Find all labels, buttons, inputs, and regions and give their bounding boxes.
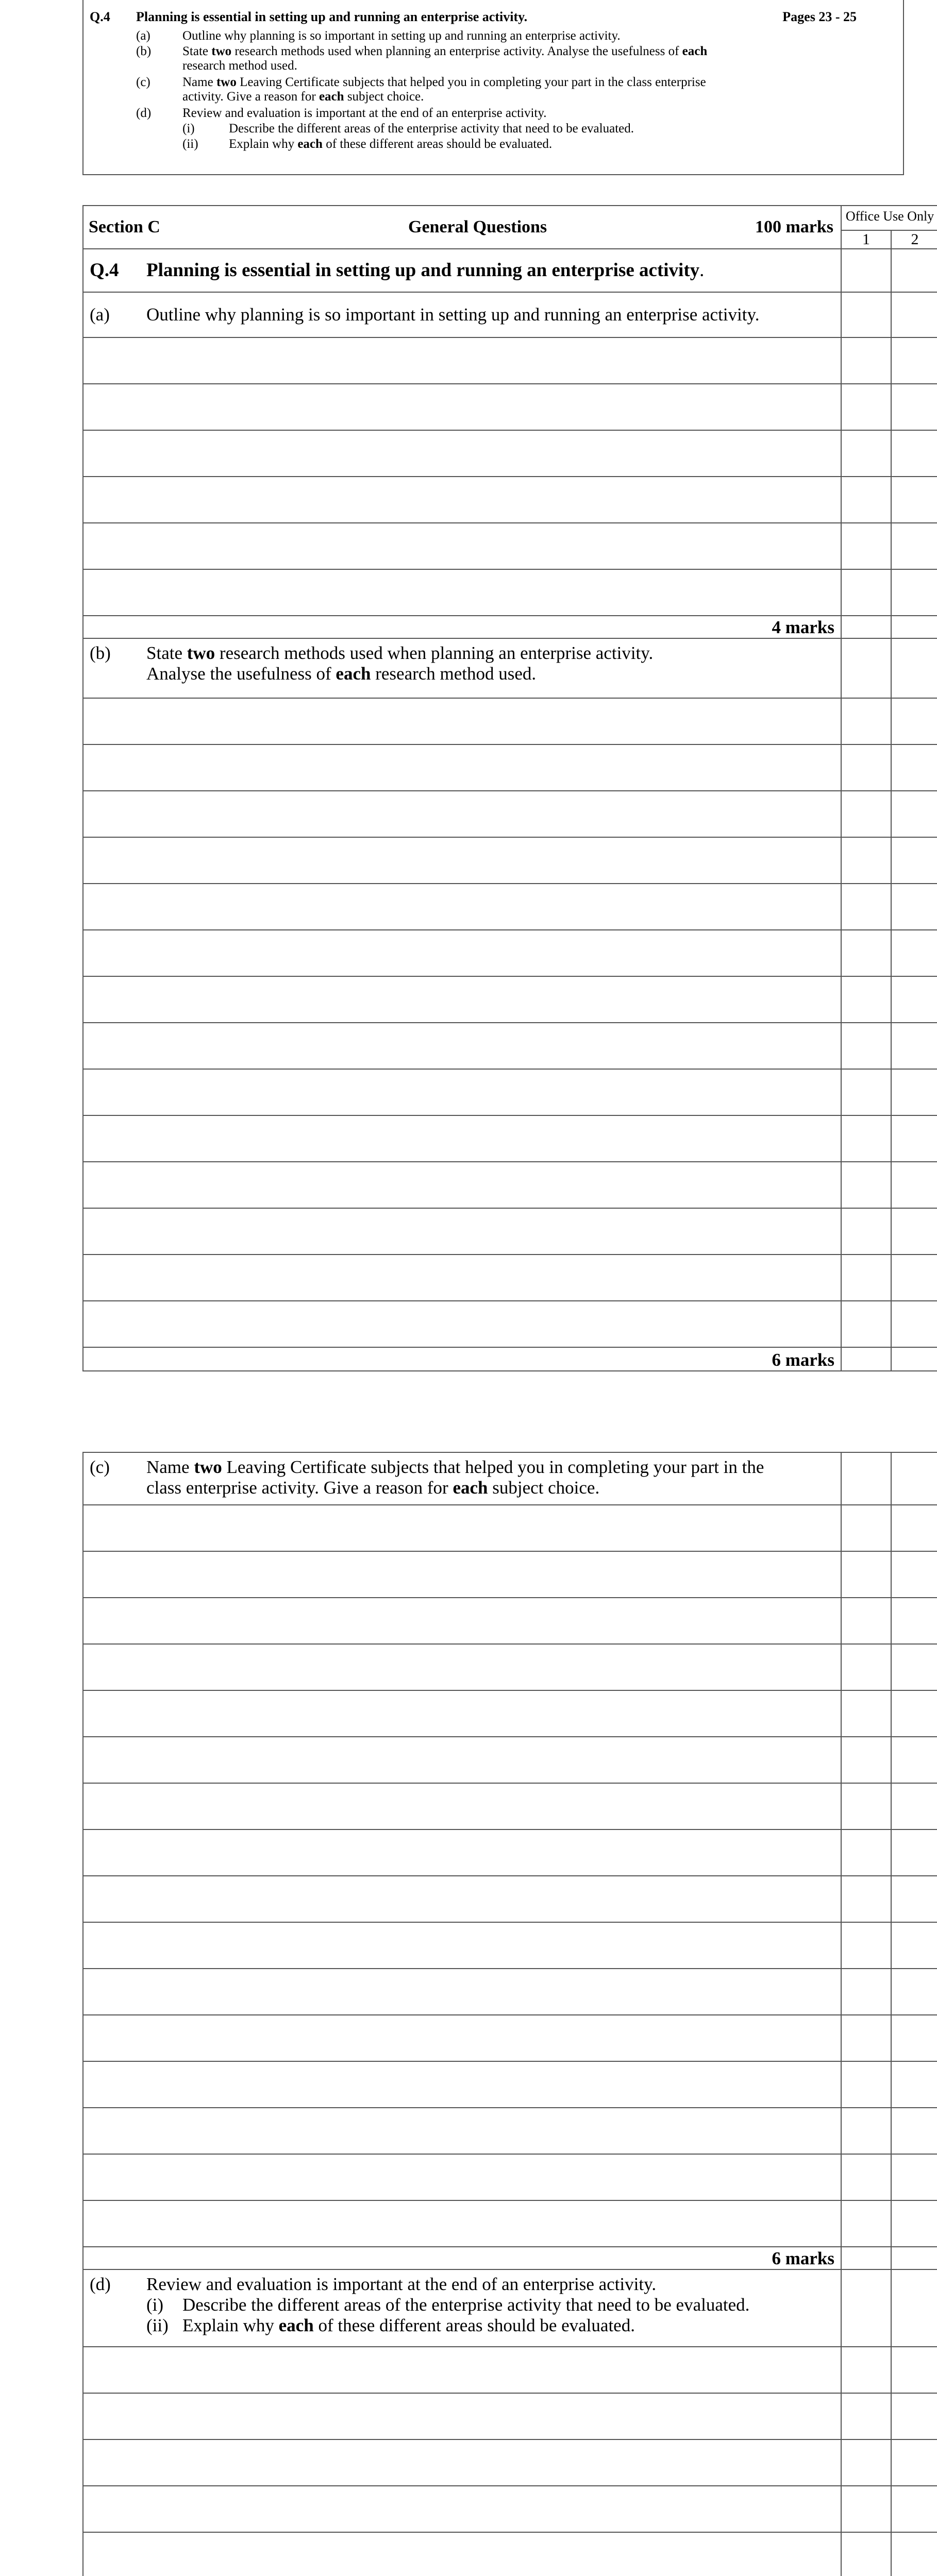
office-cell: [891, 1783, 937, 1829]
office-cell: [891, 2154, 937, 2200]
part-a-row: [83, 292, 937, 337]
answer-line-cell[interactable]: [83, 930, 841, 976]
office-cell: [841, 2061, 891, 2108]
summary-d-text: Review and evaluation is important at the end of an enterprise activity.: [182, 106, 547, 120]
summary-c-t1: Name: [182, 75, 213, 89]
summary-b-b2: each: [682, 44, 708, 58]
answer-line-cell[interactable]: [83, 1505, 841, 1551]
summary-b-t1: State: [182, 44, 208, 58]
office-cell: [841, 2015, 891, 2061]
answer-line-cell[interactable]: [83, 1115, 841, 1162]
answer-line[interactable]: [83, 1023, 937, 1069]
answer-table-page-1: [82, 205, 937, 1371]
part-di-text: Describe the different areas of the enterprise activity that need to be evaluated.: [182, 2295, 750, 2315]
answer-line[interactable]: [83, 2154, 937, 2200]
answer-line-cell[interactable]: [83, 2108, 841, 2154]
answer-line[interactable]: [83, 1162, 937, 1208]
office-cell: [891, 2015, 937, 2061]
answer-line-cell[interactable]: [83, 2393, 841, 2439]
summary-dii-b: each: [297, 137, 323, 151]
section-header-cell: [83, 206, 841, 249]
answer-line-cell[interactable]: [83, 1301, 841, 1347]
answer-line-cell[interactable]: [83, 744, 841, 791]
office-cell: [841, 1737, 891, 1783]
summary-part-b: [136, 44, 883, 73]
answer-line-cell[interactable]: [83, 1208, 841, 1255]
part-dii-b: each: [278, 2315, 314, 2335]
office-cell: [841, 638, 891, 698]
part-b-t1: State: [146, 643, 182, 663]
office-cell: [841, 2347, 891, 2393]
office-cell: [841, 884, 891, 930]
answer-line-cell[interactable]: [83, 477, 841, 523]
office-cell: [841, 430, 891, 477]
office-cell: [891, 2439, 937, 2486]
office-cell: [891, 292, 937, 337]
answer-line-cell[interactable]: [83, 837, 841, 884]
office-cell: [891, 477, 937, 523]
office-cell: [841, 2439, 891, 2486]
answer-line-cell[interactable]: [83, 569, 841, 616]
answer-line-cell[interactable]: [83, 1969, 841, 2015]
part-c-marks: 6 marks: [83, 2247, 841, 2269]
answer-line-cell[interactable]: [83, 384, 841, 430]
answer-line[interactable]: [83, 477, 937, 523]
office-cell: [891, 1255, 937, 1301]
answer-line[interactable]: [83, 1737, 937, 1783]
office-cell: [841, 1876, 891, 1922]
office-cell: [891, 2061, 937, 2108]
part-dii-t1: Explain why: [182, 2315, 274, 2335]
question-title-end: .: [699, 260, 705, 281]
answer-line-cell[interactable]: [83, 1876, 841, 1922]
office-cell: [891, 2108, 937, 2154]
office-cell: [891, 698, 937, 744]
summary-pages: Pages 23 - 25: [782, 9, 857, 24]
answer-line-cell[interactable]: [83, 2347, 841, 2393]
office-cell: [841, 2393, 891, 2439]
answer-line[interactable]: [83, 744, 937, 791]
office-cell: [841, 1598, 891, 1644]
answer-line-cell[interactable]: [83, 2015, 841, 2061]
office-cell: [891, 2393, 937, 2439]
summary-a-label: (a): [136, 29, 150, 43]
part-b-t2: research methods used when planning an enterprise activity.: [219, 643, 654, 663]
office-col-2: 2: [891, 230, 937, 249]
office-cell: [841, 1162, 891, 1208]
office-cell: [841, 791, 891, 837]
part-b-line2: [90, 664, 834, 684]
part-a-marks: 4 marks: [83, 616, 841, 638]
part-b-marks-row: [83, 1347, 937, 1371]
office-cell: [841, 1023, 891, 1069]
office-cell: [841, 1829, 891, 1876]
part-di: [90, 2295, 834, 2315]
answer-line[interactable]: [83, 2061, 937, 2108]
answer-line[interactable]: [83, 976, 937, 1023]
office-cell: [891, 976, 937, 1023]
answer-line-cell[interactable]: [83, 2200, 841, 2247]
answer-line[interactable]: [83, 837, 937, 884]
office-cell: [841, 569, 891, 616]
summary-b-t3: research method used.: [182, 59, 297, 73]
office-cell: [891, 1922, 937, 1969]
answer-line-cell[interactable]: [83, 430, 841, 477]
answer-line[interactable]: [83, 1551, 937, 1598]
office-cell: [891, 1551, 937, 1598]
summary-question-number: Q.4: [90, 9, 110, 24]
question-title-cell: [83, 249, 841, 292]
office-cell: [841, 2108, 891, 2154]
answer-line[interactable]: [83, 569, 937, 616]
summary-part-c: [136, 75, 883, 104]
summary-dii-t1: Explain why: [229, 137, 295, 151]
answer-line[interactable]: [83, 2393, 937, 2439]
answer-line[interactable]: [83, 884, 937, 930]
office-cell: [841, 1922, 891, 1969]
office-cell: [891, 249, 937, 292]
office-cell: [841, 1115, 891, 1162]
answer-line[interactable]: [83, 1598, 937, 1644]
answer-line[interactable]: [83, 791, 937, 837]
office-cell: [891, 430, 937, 477]
office-cell: [841, 1783, 891, 1829]
summary-b-label: (b): [136, 44, 152, 58]
summary-c-t2: Leaving Certificate subjects that helped you in completing your part in the class enterprise: [240, 75, 706, 89]
answer-line[interactable]: [83, 2439, 937, 2486]
answer-line-cell[interactable]: [83, 1023, 841, 1069]
office-col-1: 1: [841, 230, 891, 249]
summary-c-label: (c): [136, 75, 150, 89]
summary-c-t3: activity. Give a reason for: [182, 90, 316, 104]
answer-line-cell[interactable]: [83, 1690, 841, 1737]
answer-line-cell[interactable]: [83, 1162, 841, 1208]
office-cell: [841, 2269, 891, 2347]
office-cell: [891, 884, 937, 930]
office-cell: [891, 2200, 937, 2247]
part-c-label: (c): [90, 1457, 110, 1477]
office-cell: [891, 2347, 937, 2393]
summary-di-text: Describe the different areas of the enterprise activity that need to be evaluated.: [229, 122, 634, 135]
part-c-t1: Name: [146, 1457, 190, 1477]
part-b-t3: Analyse the usefulness of: [146, 664, 331, 684]
answer-line[interactable]: [83, 698, 937, 744]
answer-line-cell[interactable]: [83, 2061, 841, 2108]
summary-title-text: Planning is essential in setting up and running an enterprise activity.: [136, 9, 528, 24]
summary-c-b2: each: [319, 90, 344, 104]
answer-line-cell[interactable]: [83, 1829, 841, 1876]
part-c-line2: [90, 1478, 834, 1498]
summary-a-text: Outline why planning is so important in setting up and running an enterprise activity.: [182, 29, 621, 43]
summary-dii-label: (ii): [182, 137, 198, 151]
answer-line[interactable]: [83, 1783, 937, 1829]
answer-line-cell[interactable]: [83, 791, 841, 837]
office-cell: [891, 1162, 937, 1208]
part-c-t2: Leaving Certificate subjects that helped you in completing your part in the: [226, 1457, 764, 1477]
answer-line[interactable]: [83, 1690, 937, 1737]
office-cell: [841, 1208, 891, 1255]
part-dii-t2: of these different areas should be evaluated.: [318, 2315, 635, 2335]
office-cell: [891, 2532, 937, 2576]
summary-b-t2: research methods used when planning an enterprise activity. Analyse the usefulness of: [235, 44, 679, 58]
part-c-t3: class enterprise activity. Give a reason for: [146, 1478, 448, 1498]
answer-line[interactable]: [83, 430, 937, 477]
answer-line[interactable]: [83, 523, 937, 569]
part-c-b1: two: [194, 1457, 222, 1477]
section-title: Section C: [89, 217, 160, 236]
office-cell: [841, 477, 891, 523]
part-b-b1: two: [187, 643, 215, 663]
part-a-text: Outline why planning is so important in setting up and running an enterprise activity.: [146, 304, 760, 325]
answer-line-cell[interactable]: [83, 337, 841, 384]
answer-table-page-2: [82, 1452, 937, 2576]
answer-line-cell[interactable]: [83, 2154, 841, 2200]
answer-line[interactable]: [83, 1255, 937, 1301]
answer-line[interactable]: [83, 1301, 937, 1347]
answer-line-cell[interactable]: [83, 2439, 841, 2486]
office-cell: [891, 384, 937, 430]
office-cell: [841, 2486, 891, 2532]
office-cell: [891, 744, 937, 791]
part-a-label: (a): [90, 304, 110, 325]
part-d-text: Review and evaluation is important at the end of an enterprise activity.: [146, 2274, 657, 2294]
office-cell: [841, 2247, 891, 2269]
answer-line-cell[interactable]: [83, 1737, 841, 1783]
office-cell: [891, 1876, 937, 1922]
answer-line-cell[interactable]: [83, 1069, 841, 1115]
summary-d-label: (d): [136, 106, 152, 120]
summary-b-b1: two: [211, 44, 232, 58]
answer-line-cell[interactable]: [83, 884, 841, 930]
office-cell: [891, 638, 937, 698]
summary-c-text: [182, 75, 883, 104]
part-c-row: [83, 1452, 937, 1505]
part-c-t4: subject choice.: [492, 1478, 600, 1498]
office-cell: [841, 744, 891, 791]
office-cell: [891, 1505, 937, 1551]
office-cell: [891, 1069, 937, 1115]
office-cell: [891, 1347, 937, 1371]
summary-dii-text: [229, 137, 552, 151]
office-cell: [891, 523, 937, 569]
answer-line[interactable]: [83, 1829, 937, 1876]
total-marks: 100 marks: [755, 217, 833, 236]
summary-c-t4: subject choice.: [347, 90, 424, 104]
office-cell: [841, 2200, 891, 2247]
answer-line[interactable]: [83, 1922, 937, 1969]
office-cell: [891, 1598, 937, 1644]
office-cell: [891, 1452, 937, 1505]
office-cell: [841, 1505, 891, 1551]
question-title: Planning is essential in setting up and running an enterprise activity: [146, 260, 700, 281]
part-a-cell: [83, 292, 841, 337]
part-di-label: (i): [146, 2295, 164, 2315]
general-questions-heading: General Questions: [408, 217, 547, 236]
office-cell: [891, 616, 937, 638]
office-cell: [841, 1347, 891, 1371]
answer-line-cell[interactable]: [83, 1922, 841, 1969]
summary-c-b1: two: [216, 75, 237, 89]
office-cell: [841, 1069, 891, 1115]
answer-line-cell[interactable]: [83, 698, 841, 744]
answer-line[interactable]: [83, 337, 937, 384]
part-b-cell: [83, 638, 841, 698]
office-cell: [841, 292, 891, 337]
office-cell: [841, 1452, 891, 1505]
answer-lines-a: [83, 337, 937, 616]
answer-line[interactable]: [83, 1069, 937, 1115]
office-cell: [891, 569, 937, 616]
office-cell: [841, 337, 891, 384]
office-cell: [891, 2486, 937, 2532]
office-cell: [841, 1690, 891, 1737]
question-summary-box: [82, 0, 904, 175]
office-cell: [841, 1255, 891, 1301]
office-cell: [891, 337, 937, 384]
office-cell: [841, 1551, 891, 1598]
answer-line-cell[interactable]: [83, 976, 841, 1023]
office-cell: [841, 1969, 891, 2015]
answer-line[interactable]: [83, 1876, 937, 1922]
office-cell: [891, 1644, 937, 1690]
part-d-label: (d): [90, 2274, 111, 2294]
office-use-only: Office Use Only: [841, 206, 937, 230]
office-cell: [891, 2269, 937, 2347]
office-cell: [891, 2247, 937, 2269]
part-c-cell: [83, 1452, 841, 1505]
answer-line[interactable]: [83, 1115, 937, 1162]
office-cell: [841, 249, 891, 292]
part-c-marks-row: [83, 2247, 937, 2269]
question-number: Q.4: [90, 260, 119, 281]
office-cell: [891, 791, 937, 837]
answer-line[interactable]: [83, 2108, 937, 2154]
office-cell: [891, 1208, 937, 1255]
answer-line[interactable]: [83, 2532, 937, 2576]
part-d-row: [83, 2269, 937, 2347]
part-b-row: [83, 638, 937, 698]
answer-line-cell[interactable]: [83, 1783, 841, 1829]
part-dii: [90, 2315, 834, 2336]
answer-line[interactable]: [83, 384, 937, 430]
office-cell: [841, 384, 891, 430]
answer-line[interactable]: [83, 1505, 937, 1551]
part-b-t4: research method used.: [375, 664, 537, 684]
answer-line[interactable]: [83, 2015, 937, 2061]
part-dii-label: (ii): [146, 2315, 169, 2335]
office-cell: [891, 930, 937, 976]
office-cell: [841, 837, 891, 884]
office-cell: [841, 523, 891, 569]
part-b-b2: each: [336, 664, 371, 684]
office-cell: [891, 1115, 937, 1162]
answer-lines-b: [83, 698, 937, 1347]
part-a-marks-row: [83, 616, 937, 638]
office-cell: [841, 1644, 891, 1690]
answer-line-cell[interactable]: [83, 523, 841, 569]
question-title-row: [83, 249, 937, 292]
part-b-marks: 6 marks: [83, 1347, 841, 1371]
summary-b-text: [182, 44, 883, 73]
summary-dii-t2: of these different areas should be evaluated.: [326, 137, 553, 151]
answer-line[interactable]: [83, 1969, 937, 2015]
office-cell: [891, 837, 937, 884]
office-cell: [891, 1023, 937, 1069]
office-cell: [891, 1969, 937, 2015]
answer-line[interactable]: [83, 2486, 937, 2532]
office-cell: [841, 1301, 891, 1347]
part-b-label: (b): [90, 643, 111, 663]
answer-line[interactable]: [83, 1644, 937, 1690]
answer-line[interactable]: [83, 2347, 937, 2393]
office-cell: [841, 976, 891, 1023]
summary-question-title: [90, 9, 527, 25]
part-d-cell: [83, 2269, 841, 2347]
summary-di-label: (i): [182, 122, 195, 135]
answer-line[interactable]: [83, 2200, 937, 2247]
answer-line-cell[interactable]: [83, 1255, 841, 1301]
answer-line-cell[interactable]: [83, 1644, 841, 1690]
answer-line[interactable]: [83, 1208, 937, 1255]
office-cell: [891, 1737, 937, 1783]
answer-line-cell[interactable]: [83, 2532, 841, 2576]
answer-line-cell[interactable]: [83, 1551, 841, 1598]
office-cell: [841, 698, 891, 744]
answer-line-cell[interactable]: [83, 1598, 841, 1644]
answer-lines-c: [83, 1505, 937, 2247]
office-cell: [891, 1829, 937, 1876]
part-c-b2: each: [453, 1478, 488, 1498]
answer-line-cell[interactable]: [83, 2486, 841, 2532]
office-cell: [841, 616, 891, 638]
section-header-row: [83, 206, 937, 230]
office-cell: [891, 1690, 937, 1737]
answer-lines-d: [83, 2347, 937, 2576]
office-cell: [891, 1301, 937, 1347]
answer-line[interactable]: [83, 930, 937, 976]
office-cell: [841, 2532, 891, 2576]
office-cell: [841, 930, 891, 976]
office-cell: [841, 2154, 891, 2200]
